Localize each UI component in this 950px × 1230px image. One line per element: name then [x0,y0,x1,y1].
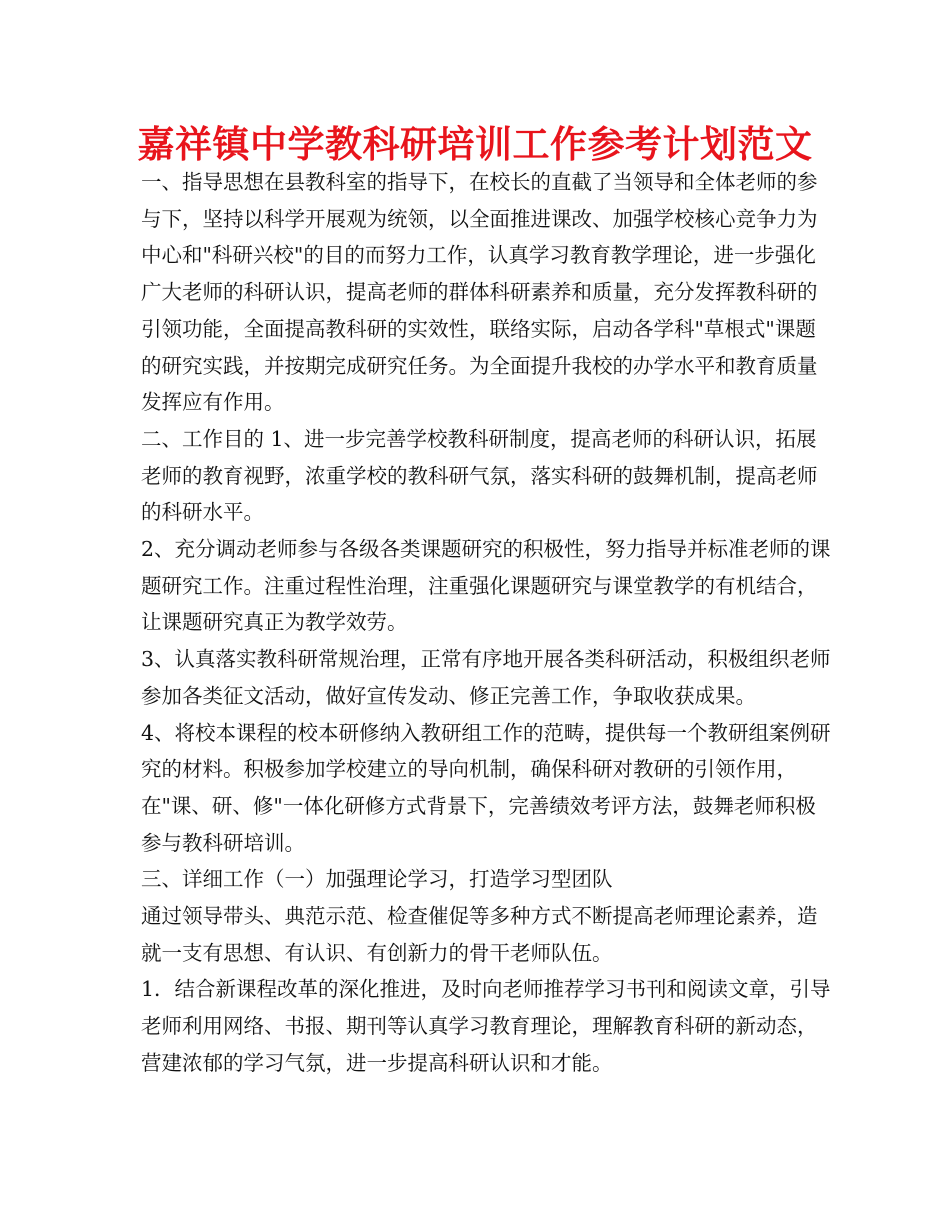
paragraph-work-goal-4: 4、将校本课程的校本研修纳入教研组工作的范畴，提供每一个教研组案例研究的材料。积极参加学校建立的导向机制，确保科研对教研的引领作用，在"课、研、修"一体化研修方式背景下，完善绩效考评方法，鼓舞老师积极参与教科研培训。 [141,720,831,855]
document-body [141,164,831,1082]
paragraph-item-1: 1．结合新课程改革的深化推进，及时向老师推荐学习书刊和阅读文章，引导老师利用网络、书报、期刊等认真学习教育理论，理解教育科研的新动态，营建浓郁的学习气氛，进一步提高科研认识和才能。 [141,977,831,1075]
paragraph-work-goal-3: 3、认真落实教科研常规治理，正常有序地开展各类科研活动，积极组织老师参加各类征文活动，做好宣传发动、修正完善工作，争取收获成果。 [141,647,831,708]
section-heading-detailed-work: 三、详细工作（一）加强理论学习，打造学习型团队 [141,867,613,892]
paragraph-theory-study: 通过领导带头、典范示范、检查催促等多种方式不断提高老师理论素养，造就一支有思想、有认识、有创新力的骨干老师队伍。 [141,904,818,965]
paragraph-work-goal-2: 2、充分调动老师参与各级各类课题研究的积极性，努力指导并标准老师的课题研究工作。注重过程性治理，注重强化课题研究与课堂教学的有机结合，让课题研究真正为教学效劳。 [141,537,831,635]
document-title: 嘉祥镇中学教科研培训工作参考计划范文 [137,123,813,166]
paragraph-guiding-ideology: 一、指导思想在县教科室的指导下，在校长的直截了当领导和全体老师的参与下，坚持以科学开展观为统领，以全面推进课改、加强学校核心竞争力为中心和"科研兴校"的目的而努力工作，认真学习教育教学理论，进一步强化广大老师的科研认识，提高老师的群体科研素养和质量，充分发挥教科研的引领功能，全面提高教科研的实效性，联络实际，启动各学科"草根式"课题的研究实践，并按期完成研究任务。为全面提升我校的办学水平和教育质量发挥应有作用。 [141,170,818,415]
paragraph-work-goal-1: 二、工作目的 1、进一步完善学校教科研制度，提高老师的科研认识，拓展老师的教育视野，浓重学校的教科研气氛，落实科研的鼓舞机制，提高老师的科研水平。 [141,426,818,525]
